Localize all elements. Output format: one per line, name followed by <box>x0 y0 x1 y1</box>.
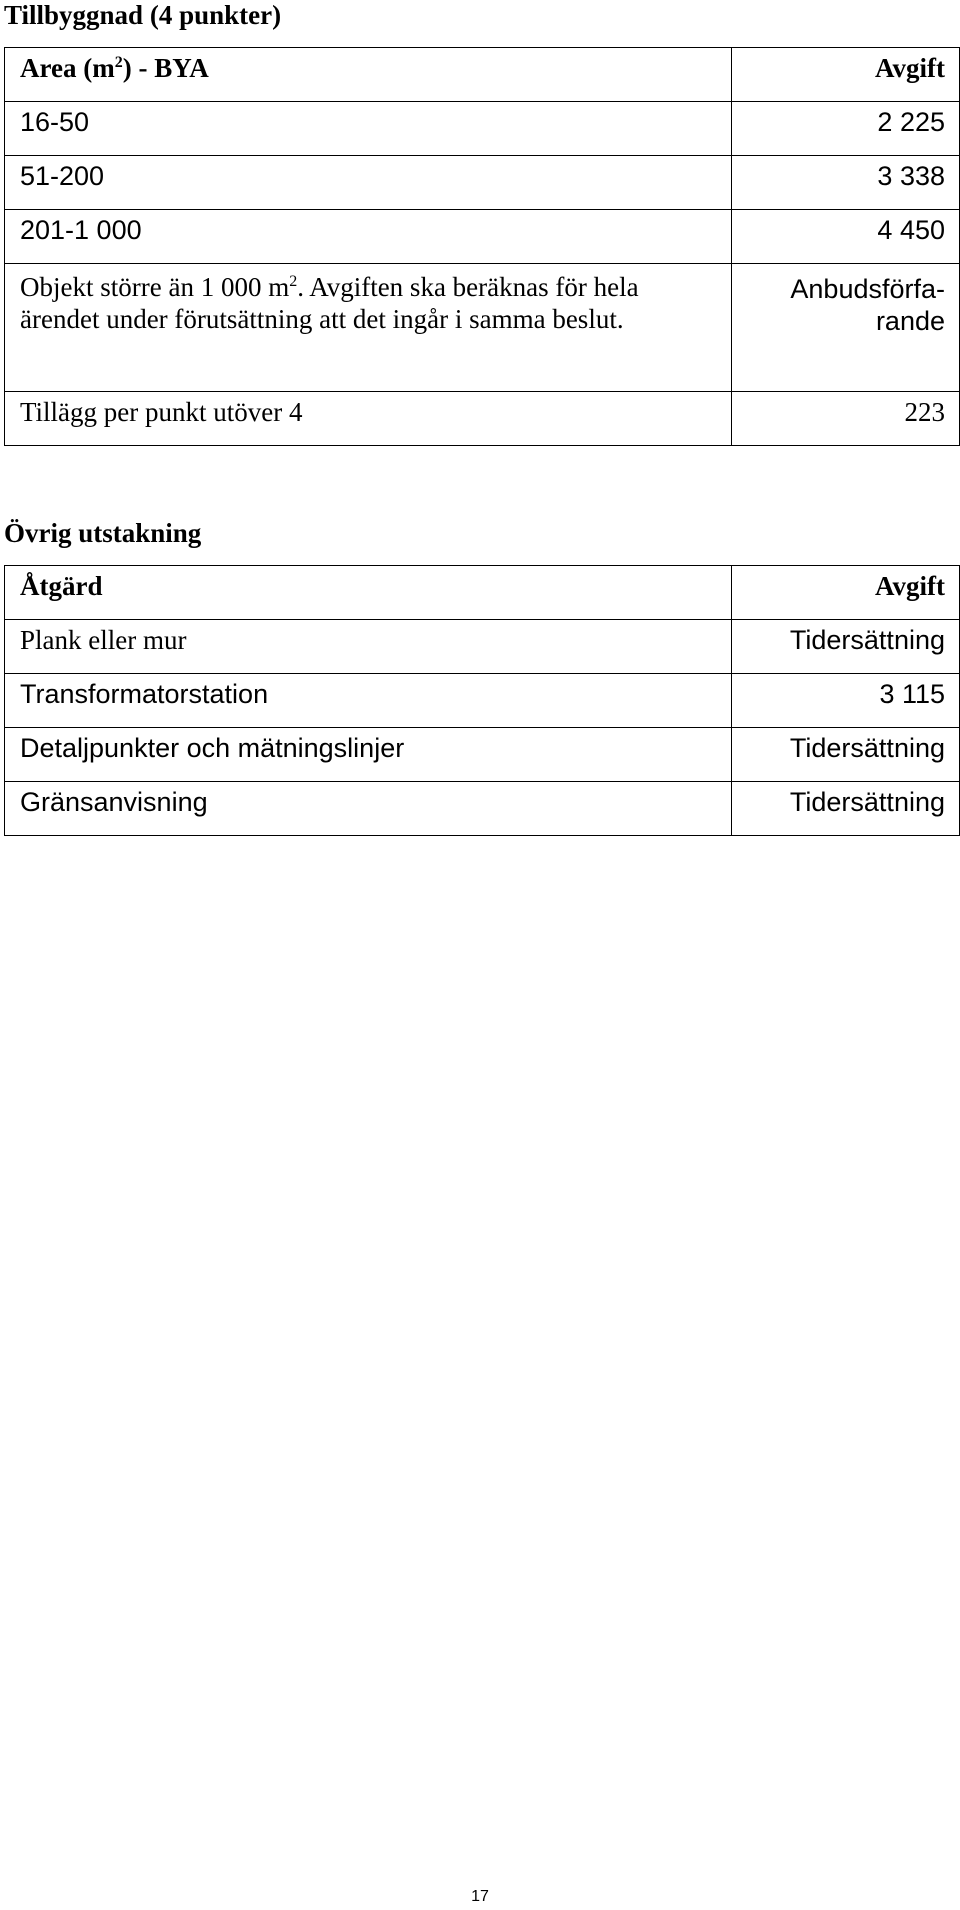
fee-cell: Tidersättning <box>732 782 960 836</box>
area-cell: 51-200 <box>5 156 732 210</box>
table-row <box>5 102 960 156</box>
table-row <box>5 728 960 782</box>
table-row <box>5 392 960 446</box>
action-cell: Transformatorstation <box>5 674 732 728</box>
area-cell: 201-1 000 <box>5 210 732 264</box>
table-row <box>5 620 960 674</box>
fee-table-tillbyggnad <box>4 47 960 446</box>
table-row <box>5 156 960 210</box>
table-row <box>5 674 960 728</box>
action-cell: Plank eller mur <box>5 620 732 674</box>
extra-point-label: Tillägg per punkt utöver 4 <box>5 392 732 446</box>
table-header-row <box>5 48 960 102</box>
large-object-fee: Anbudsförfa- rande <box>732 264 960 392</box>
fee-cell: Tidersättning <box>732 728 960 782</box>
section-heading-ovrig-utstakning: Övrig utstakning <box>4 518 202 548</box>
table-row-large-object <box>5 264 960 392</box>
area-cell: 16-50 <box>5 102 732 156</box>
fee-table-ovrig-utstakning <box>4 565 960 836</box>
extra-point-fee: 223 <box>732 392 960 446</box>
table-row <box>5 210 960 264</box>
action-column-header: Åtgärd <box>5 566 732 620</box>
page-number: 17 <box>471 1888 489 1905</box>
area-column-header: Area $(m^2)$ - BYA <box>5 48 732 102</box>
fee-column-header: Avgift <box>732 566 960 620</box>
fee-cell: 2 225 <box>732 102 960 156</box>
action-cell: Gränsanvisning <box>5 782 732 836</box>
fee-column-header: Avgift <box>732 48 960 102</box>
large-object-description: Objekt större än 1 000 $m^2$. Avgiften ska beräknas för hela ärendet under förutsättning att det ingår i samma beslut. <box>5 264 732 392</box>
fee-cell: 4 450 <box>732 210 960 264</box>
section-heading-tillbyggnad: Tillbyggnad (4 punkter) <box>4 0 282 30</box>
fee-cell: 3 115 <box>732 674 960 728</box>
table-row <box>5 782 960 836</box>
table-header-row <box>5 566 960 620</box>
action-cell: Detaljpunkter och mätningslinjer <box>5 728 732 782</box>
fee-cell: 3 338 <box>732 156 960 210</box>
fee-cell: Tidersättning <box>732 620 960 674</box>
